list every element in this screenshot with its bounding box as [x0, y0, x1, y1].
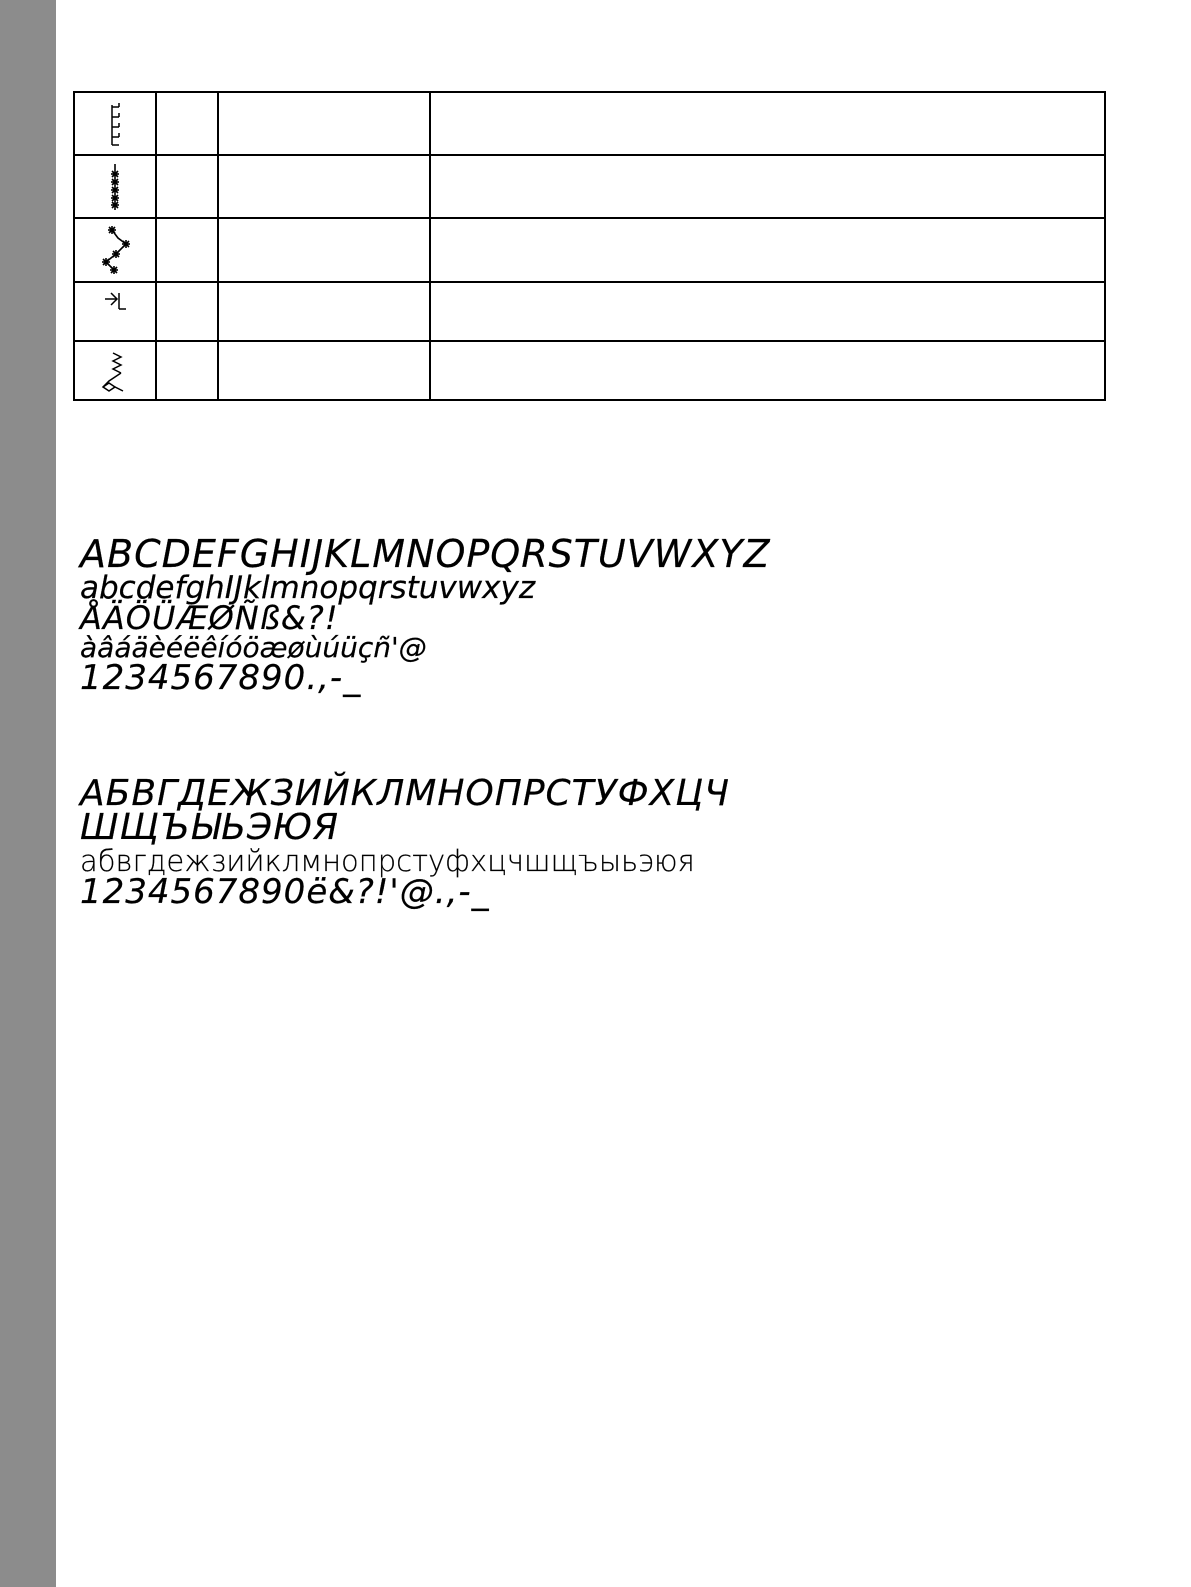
stitch-description-cell	[430, 155, 1105, 218]
stitch-description-cell	[430, 282, 1105, 341]
stitch-description-cell	[430, 218, 1105, 282]
stitch-name-cell	[218, 155, 430, 218]
stitch-icon-cell	[74, 341, 156, 400]
table-row	[74, 282, 1105, 341]
table-row	[74, 92, 1105, 155]
cyrillic-digits-line: 1234567890ё&?!'@.,-_	[80, 872, 490, 912]
cyrillic-uppercase-line-2: ШЩЪЫЬЭЮЯ	[80, 807, 340, 848]
stitch-description-cell	[430, 341, 1105, 400]
stitch-icon-cell	[74, 155, 156, 218]
stitch-table	[73, 91, 1106, 401]
table-row	[74, 341, 1105, 400]
stitch-number-cell	[156, 341, 218, 400]
star-stitch-column-icon	[108, 162, 122, 212]
stitch-name-cell	[218, 92, 430, 155]
latin-lowercase-line: abcdefghIJklmnopqrstuvwxyz	[80, 570, 536, 606]
latin-accented-lowercase-line: àâáäèéëêíóöæøùúüçñ'@	[80, 631, 427, 664]
stitch-number-cell	[156, 218, 218, 282]
star-stitch-zigzag-icon	[98, 224, 132, 276]
stitch-icon-cell	[74, 218, 156, 282]
stitch-icon-cell	[74, 92, 156, 155]
stitch-name-cell	[218, 341, 430, 400]
cyrillic-uppercase-line-1: АБВГДЕЖЗИЙКЛМНОПРСТУФХЦЧ	[80, 773, 730, 814]
crossover-zigzag-icon	[99, 349, 131, 393]
stitch-name-cell	[218, 218, 430, 282]
bar-tack-stitch-icon	[108, 99, 122, 149]
latin-uppercase-line: ABCDEFGHIJKLMNOPQRSTUVWXYZ	[80, 532, 771, 576]
stitch-icon-cell	[74, 282, 156, 341]
tie-off-arrow-icon	[103, 291, 127, 311]
stitch-description-cell	[430, 92, 1105, 155]
cyrillic-font-sample	[80, 773, 730, 912]
stitch-number-cell	[156, 282, 218, 341]
page-side-bar	[0, 0, 56, 1587]
stitch-name-cell	[218, 282, 430, 341]
table-row	[74, 218, 1105, 282]
latin-accented-uppercase-line: ÅÄÖÜÆØÑß&?!	[80, 599, 339, 637]
latin-digits-line: 1234567890.,-_	[80, 658, 362, 698]
cyrillic-lowercase-line: абвгдежзийклмнопрстуфхцчшщъыьэюя	[80, 844, 695, 878]
stitch-number-cell	[156, 155, 218, 218]
table-row	[74, 155, 1105, 218]
stitch-number-cell	[156, 92, 218, 155]
latin-font-sample	[80, 532, 771, 698]
